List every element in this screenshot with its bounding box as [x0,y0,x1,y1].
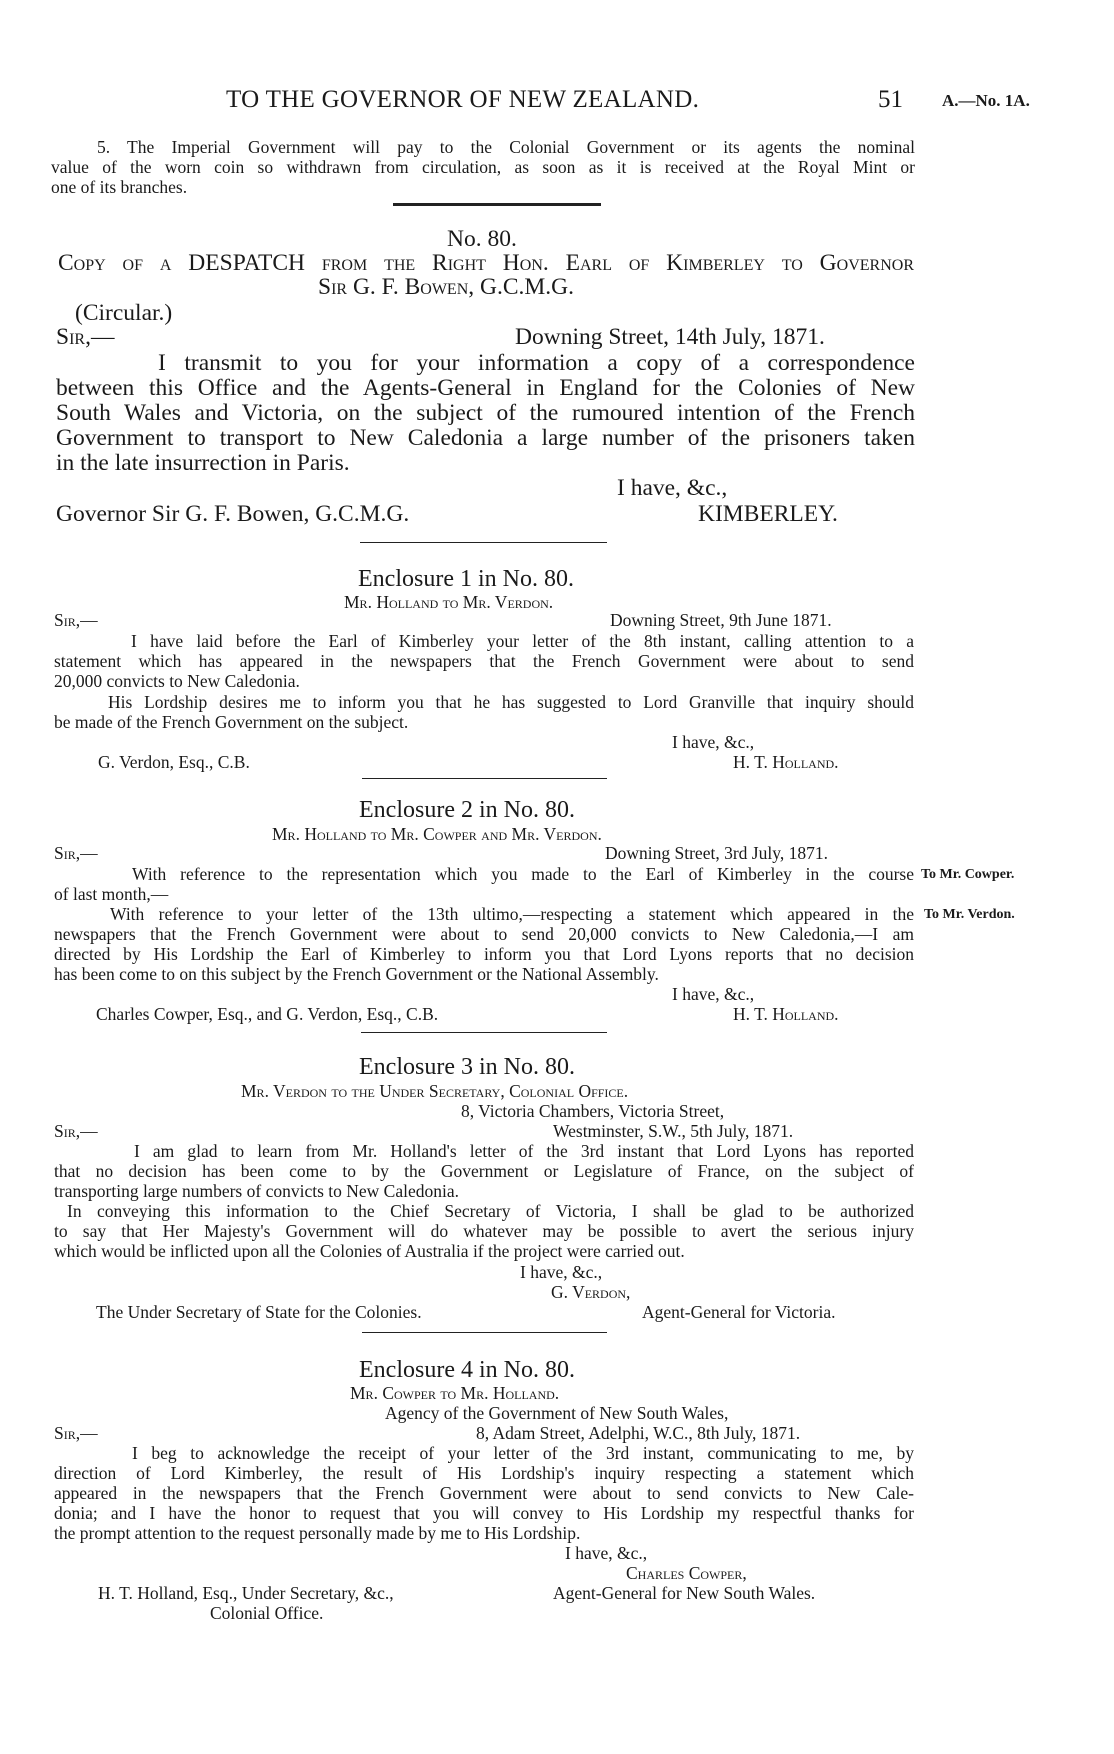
enclosure2-closing: I have, &c., [672,984,755,1004]
despatch-title-line-1 [58,251,914,276]
enclosure3-body-line-6: which would be inflicted upon all the Colonies of Australia if the project were carried out. [54,1241,685,1261]
enclosure4-address-line-1: Agency of the Government of New South Wales, [385,1403,729,1423]
enclosure2-body-line-1: With reference to the representation which you made to the Earl of Kimberley in the course [132,864,914,884]
para5-line-1: 5. The Imperial Government will pay to the Colonial Government or its agents the nominal [97,137,915,157]
despatch-body-line-2: between this Office and the Agents-General in England for the Colonies of New [56,375,915,401]
enclosure1-closing: I have, &c., [672,732,755,752]
enclosure3-body-line-1: I am glad to learn from Mr. Holland's letter of the 3rd instant that Lord Lyons has reported [134,1141,914,1161]
despatch-title-text: Copy of a DESPATCH from the Right Hon. Earl of Kimberley to Governor [58,250,914,276]
enclosure2-subheading: Mr. Holland to Mr. Cowper and Mr. Verdon. [272,824,602,844]
enclosure2-body-line-4: newspapers that the French Government were about to send 20,000 convicts to New Caledonia,—I am [54,924,914,944]
enclosure4-body-line-3: appeared in the newspapers that the French Government were about to send convicts to New Cale- [54,1483,914,1503]
enclosure4-salutation: Sir,— [54,1423,98,1443]
enclosure1-addressee: G. Verdon, Esq., C.B. [98,752,250,772]
enclosure1-place-date: Downing Street, 9th June 1871. [610,610,832,630]
enclosure4-place-date: 8, Adam Street, Adelphi, W.C., 8th July, 1871. [476,1423,801,1443]
enclosure4-addressee-line-2: Colonial Office. [210,1603,324,1623]
page-number: 51 [878,86,903,113]
enclosure4-signature-title: Agent-General for New South Wales. [553,1583,816,1603]
divider-4 [362,1332,607,1333]
enclosure3-place-date: Westminster, S.W., 5th July, 1871. [553,1121,794,1141]
despatch-body-line-4: Government to transport to New Caledonia a large number of the prisoners taken [56,425,915,451]
despatch-signature: KIMBERLEY. [698,501,838,527]
despatch-closing: I have, &c., [617,475,728,501]
despatch-salutation: Sir,— [56,324,115,350]
enclosure2-body-line-6: has been come to on this subject by the French Government or the National Assembly. [54,964,659,984]
divider-3 [361,1032,607,1033]
divider-2 [362,778,607,779]
divider-1 [360,542,607,543]
enclosure1-body-line-4: His Lordship desires me to inform you that he has suggested to Lord Granville that inquiry should [108,692,914,712]
para5-line-2: value of the worn coin so withdrawn from circulation, as soon as it is received at the Royal Mint or [51,157,915,177]
enclosure4-subheading: Mr. Cowper to Mr. Holland. [350,1383,560,1403]
enclosure4-closing: I have, &c., [565,1543,648,1563]
thick-divider [393,203,601,206]
enclosure1-body-line-1: I have laid before the Earl of Kimberley your letter of the 8th instant, calling attention to a [131,631,914,651]
enclosure4-signature: Charles Cowper, [626,1563,747,1583]
enclosure1-body-line-5: be made of the French Government on the subject. [54,712,409,732]
enclosure4-body-line-5: the prompt attention to the request personally made by me to His Lordship. [54,1523,581,1543]
despatch-number: No. 80. [447,226,517,252]
enclosure2-body-line-2: of last month,— [54,884,169,904]
enclosure2-signature: H. T. Holland. [733,1004,839,1024]
enclosure1-body-line-3: 20,000 convicts to New Caledonia. [54,671,300,691]
enclosure2-body-line-3: With reference to your letter of the 13th ultimo,—respecting a statement which appeared in the [110,904,914,924]
enclosure4-heading: Enclosure 4 in No. 80. [359,1357,575,1383]
despatch-body-line-3: South Wales and Victoria, on the subject of the rumoured intention of the French [56,400,915,426]
enclosure3-salutation: Sir,— [54,1121,98,1141]
despatch-body-line-5: in the late insurrection in Paris. [56,450,350,476]
enclosure2-body-line-5: directed by His Lordship the Earl of Kimberley to inform you that Lord Lyons reports that no decision [54,944,914,964]
enclosure2-salutation: Sir,— [54,843,98,863]
despatch-addressee: Governor Sir G. F. Bowen, G.C.M.G. [56,501,410,527]
header-title: TO THE GOVERNOR OF NEW ZEALAND. [226,86,700,113]
enclosure4-addressee: H. T. Holland, Esq., Under Secretary, &c., [98,1583,394,1603]
enclosure1-signature: H. T. Holland. [733,752,839,772]
enclosure3-signature: G. Verdon, [551,1282,631,1302]
enclosure4-body-line-2: direction of Lord Kimberley, the result of His Lordship's inquiry respecting a statement which [54,1463,914,1483]
enclosure3-heading: Enclosure 3 in No. 80. [359,1054,575,1080]
enclosure4-body-line-4: donia; and I have the honor to request that you will convey to His Lordship my respectful thanks for [54,1503,914,1523]
margin-note-verdon: To Mr. Verdon. [924,907,1015,922]
enclosure3-address-line-1: 8, Victoria Chambers, Victoria Street, [461,1101,725,1121]
enclosure3-subheading [241,1081,628,1102]
enclosure1-subheading: Mr. Holland to Mr. Verdon. [344,592,554,612]
enclosure2-addressee: Charles Cowper, Esq., and G. Verdon, Esq., C.B. [96,1004,439,1024]
despatch-title-line-2: Sir G. F. Bowen, G.C.M.G. [318,274,575,300]
document-reference: A.—No. 1A. [942,91,1030,110]
enclosure1-body-line-2: statement which has appeared in the newspapers that the French Government were about to send [54,651,914,671]
enclosure3-closing: I have, &c., [520,1262,603,1282]
despatch-body-line-1: I transmit to you for your information a copy of a correspondence [158,350,915,376]
enclosure3-body-line-5: to say that Her Majesty's Government will do whatever may be possible to avert the serious injury [54,1221,914,1241]
enclosure2-heading: Enclosure 2 in No. 80. [359,797,575,823]
enclosure3-body-line-4: In conveying this information to the Chief Secretary of Victoria, I shall be glad to be authorized [67,1201,914,1221]
enclosure3-addressee: The Under Secretary of State for the Colonies. [96,1302,422,1322]
enclosure1-salutation: Sir,— [54,610,98,630]
despatch-place-date: Downing Street, 14th July, 1871. [515,324,825,350]
enclosure1-heading: Enclosure 1 in No. 80. [358,566,574,592]
para5-line-3: one of its branches. [51,177,188,197]
margin-note-cowper: To Mr. Cowper. [921,867,1015,882]
enclosure2-place-date: Downing Street, 3rd July, 1871. [605,843,828,863]
enclosure3-body-line-3: transporting large numbers of convicts to New Caledonia. [54,1181,459,1201]
enclosure3-body-line-2: that no decision has been come to by the Government or Legislature of France, on the subject of [54,1161,914,1181]
enclosure3-signature-title: Agent-General for Victoria. [642,1302,836,1322]
despatch-circular: (Circular.) [75,300,173,326]
enclosure3-subheading-text: Mr. Verdon to the Under Secretary, Colonial Office. [241,1081,629,1101]
enclosure4-body-line-1: I beg to acknowledge the receipt of your letter of the 3rd instant, communicating to me, by [132,1443,914,1463]
